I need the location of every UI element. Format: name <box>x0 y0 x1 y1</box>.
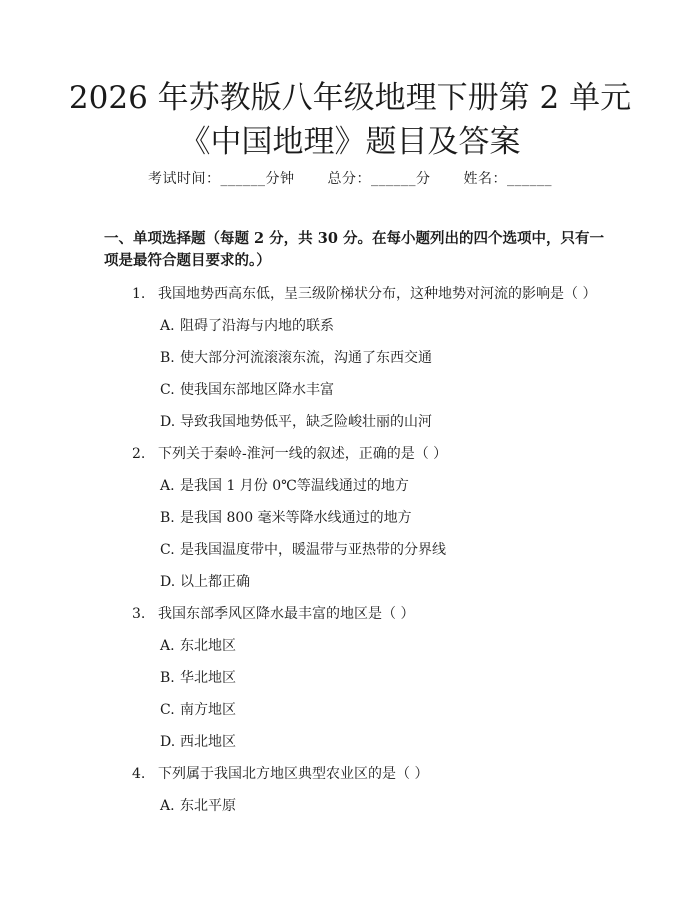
option-letter: C. <box>160 382 175 398</box>
option-letter: A. <box>160 318 175 334</box>
question-3-option-a <box>160 635 236 655</box>
question-2-option-d <box>160 571 250 591</box>
question-2-option-b <box>160 507 412 527</box>
document-title: 2026 年苏教版八年级地理下册第 2 单元《中国地理》题目及答案 <box>68 80 632 160</box>
option-letter: D. <box>160 574 176 590</box>
question-4 <box>132 763 428 783</box>
student-name-field: 姓名：______ <box>463 171 552 187</box>
question-text: 下列关于秦岭-淮河一线的叙述，正确的是（ ） <box>158 446 448 462</box>
question-3-option-c <box>160 699 236 719</box>
question-text: 下列属于我国北方地区典型农业区的是（ ） <box>158 766 429 782</box>
question-number: 2. <box>132 446 146 462</box>
option-text: 使我国东部地区降水丰富 <box>180 382 334 398</box>
exam-time-field: 考试时间：______分钟 <box>148 171 295 187</box>
option-letter: B. <box>160 350 175 366</box>
option-letter: B. <box>160 670 175 686</box>
option-letter: A. <box>160 798 175 814</box>
option-text: 南方地区 <box>180 702 236 718</box>
question-text: 我国地势西高东低，呈三级阶梯状分布，这种地势对河流的影响是（ ） <box>158 286 597 302</box>
question-1 <box>132 283 596 303</box>
option-text: 使大部分河流滚滚东流，沟通了东西交通 <box>180 350 432 366</box>
question-2 <box>132 443 447 463</box>
option-text: 是我国温度带中，暖温带与亚热带的分界线 <box>180 542 446 558</box>
question-number: 1. <box>132 286 146 302</box>
option-text: 导致我国地势低平，缺乏险峻壮丽的山河 <box>180 414 432 430</box>
option-text: 阻碍了沿海与内地的联系 <box>180 318 334 334</box>
option-text: 西北地区 <box>180 734 236 750</box>
question-text: 我国东部季风区降水最丰富的地区是（ ） <box>158 606 415 622</box>
question-1-option-b <box>160 347 432 367</box>
exam-meta <box>0 168 700 188</box>
option-letter: A. <box>160 478 175 494</box>
question-3-option-b <box>160 667 236 687</box>
question-2-option-a <box>160 475 409 495</box>
question-1-option-a <box>160 315 334 335</box>
question-2-option-c <box>160 539 446 559</box>
question-4-option-a <box>160 795 236 815</box>
option-text: 东北平原 <box>180 798 236 814</box>
option-letter: A. <box>160 638 175 654</box>
question-number: 3. <box>132 606 146 622</box>
option-letter: C. <box>160 542 175 558</box>
question-3-option-d <box>160 731 236 751</box>
option-text: 华北地区 <box>180 670 236 686</box>
question-3 <box>132 603 414 623</box>
section-heading: 一、单项选择题（每题 2 分，共 30 分。在每小题列出的四个选项中，只有一项是最符合题目要求的。） <box>104 230 604 269</box>
option-letter: D. <box>160 414 176 430</box>
option-letter: C. <box>160 702 175 718</box>
question-1-option-d <box>160 411 432 431</box>
total-score-field: 总分：______分 <box>327 171 431 187</box>
option-letter: B. <box>160 510 175 526</box>
option-text: 是我国 800 毫米等降水线通过的地方 <box>180 510 412 526</box>
question-number: 4. <box>132 766 146 782</box>
question-1-option-c <box>160 379 334 399</box>
option-text: 以上都正确 <box>180 574 250 590</box>
option-letter: D. <box>160 734 176 750</box>
option-text: 是我国 1 月份 0℃等温线通过的地方 <box>180 478 409 494</box>
option-text: 东北地区 <box>180 638 236 654</box>
